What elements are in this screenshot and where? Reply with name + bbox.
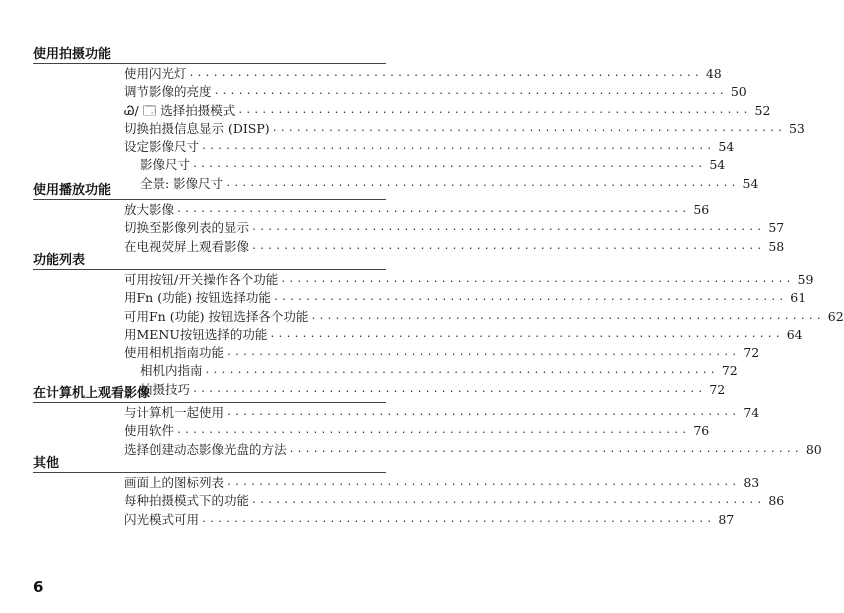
toc-subentry[interactable] (0, 156, 726, 174)
dot-leader: ................................................................ (226, 477, 740, 488)
section-header (33, 450, 386, 473)
toc-entry[interactable] (0, 201, 710, 219)
toc-entry-title: 可用按钮/开关操作各个功能 (124, 272, 279, 287)
toc-entry-title: 选择创建动态影像光盘的方法 (124, 441, 287, 457)
section-header (33, 380, 386, 403)
toc-entry[interactable] (0, 271, 814, 289)
dot-leader: ................................................................ (288, 443, 802, 455)
toc-entry-page: 54 (742, 175, 759, 191)
toc-entry-title: Ꮚ/ 🗔 选择拍摄模式 (124, 102, 236, 118)
toc-entry-title: 用MENU按钮选择的功能 (124, 326, 268, 342)
toc-entry-page: 52 (754, 102, 771, 118)
section-title: 功能列表 (33, 253, 86, 268)
toc-entry-title: 影像尺寸 (140, 157, 191, 173)
toc-entry[interactable] (0, 474, 760, 492)
dot-leader: ................................................................ (176, 204, 690, 215)
section-title: 使用播放功能 (33, 183, 112, 198)
toc-entry-title: 与计算机一起使用 (124, 405, 225, 420)
section-header (33, 177, 386, 200)
page-number: 6 (33, 578, 44, 596)
toc-entry-title: 画面上的图标列表 (124, 475, 225, 490)
dot-leader: ................................................................ (225, 177, 739, 189)
toc-entry-title: 设定影像尺寸 (124, 139, 200, 155)
toc-entry-page: 61 (790, 290, 807, 306)
toc-entry[interactable] (0, 511, 735, 529)
toc-entry-page: 53 (788, 120, 805, 136)
dot-leader: ................................................................ (280, 274, 794, 285)
toc-entry-page: 72 (743, 345, 760, 361)
toc-entry-title: 使用相机指南功能 (124, 345, 225, 361)
dot-leader: ................................................................ (269, 328, 783, 340)
toc-entry[interactable] (0, 65, 722, 83)
toc-entry-page: 87 (718, 511, 735, 527)
toc-entry-title: 用Fn (功能) 按钮选择功能 (124, 290, 271, 306)
toc-entry-title: 可用Fn (功能) 按钮选择各个功能 (124, 308, 309, 324)
dot-leader: ................................................................ (192, 383, 706, 395)
dot-leader: ................................................................ (271, 122, 785, 134)
toc-entry[interactable] (0, 344, 760, 362)
toc-entry-page: 62 (827, 308, 844, 324)
toc-entry-page: 54 (718, 139, 735, 155)
dot-leader: ................................................................ (226, 407, 740, 418)
toc-entry-page: 48 (705, 66, 722, 81)
toc-entry-title: 拍摄技巧 (140, 381, 191, 397)
toc-entry-title: 全景: 影像尺寸 (140, 175, 224, 191)
dot-leader: ................................................................ (251, 495, 765, 507)
toc-entry-page: 76 (693, 423, 710, 439)
dot-leader: ................................................................ (237, 104, 751, 116)
section-header (33, 247, 386, 270)
section-title: 使用拍摄功能 (33, 47, 112, 62)
toc-entry-title: 每种拍摄模式下的功能 (124, 493, 250, 509)
dot-leader: ................................................................ (213, 86, 727, 98)
toc-entry-title: 调节影像的亮度 (124, 84, 212, 100)
toc-entry[interactable] (0, 83, 747, 101)
toc-entry-page: 54 (709, 157, 726, 173)
dot-leader: ................................................................ (251, 240, 765, 252)
toc-entry[interactable] (0, 120, 805, 138)
toc-entry-page: 86 (768, 493, 785, 509)
toc-entry-page: 58 (768, 238, 785, 254)
toc-entry-page: 50 (730, 84, 747, 100)
dot-leader: ................................................................ (176, 425, 690, 437)
toc-entry[interactable] (0, 289, 807, 307)
dot-leader: ................................................................ (272, 292, 787, 304)
dot-leader: ................................................................ (251, 222, 765, 234)
dot-leader: ................................................................ (201, 141, 715, 153)
toc-entry-page: 64 (786, 326, 803, 342)
toc-entry[interactable] (0, 492, 785, 510)
toc-entry-title: 放大影像 (124, 202, 175, 217)
dot-leader: ................................................................ (192, 159, 706, 171)
toc-entry-title: 切换至影像列表的显示 (124, 220, 250, 236)
section-title: 其他 (33, 456, 60, 471)
toc-entry[interactable] (0, 219, 785, 237)
toc-entry-page: 80 (805, 441, 822, 457)
toc-entry-title: 使用闪光灯 (124, 66, 187, 81)
toc-entry-page: 59 (797, 272, 814, 287)
toc-entry-page: 72 (709, 381, 726, 397)
toc-entry-page: 57 (768, 220, 785, 236)
toc-entry[interactable] (0, 326, 803, 344)
toc-entry-page: 72 (721, 363, 738, 379)
dot-leader: ................................................................ (204, 365, 718, 377)
section-header (33, 41, 386, 64)
toc-entry[interactable] (0, 308, 844, 326)
toc-entry-title: 相机内指南 (140, 363, 203, 379)
toc-entry-page: 74 (743, 405, 760, 420)
toc-entry-title: 闪光模式可用 (124, 511, 200, 527)
toc-entry[interactable] (0, 138, 735, 156)
section-title: 在计算机上观看影像 (33, 386, 151, 401)
dot-leader: ................................................................ (310, 310, 824, 322)
toc-entry-title: 在电视荧屏上观看影像 (124, 238, 250, 254)
toc-entry[interactable] (0, 404, 760, 422)
toc-entry-page: 56 (693, 202, 710, 217)
toc-subentry[interactable] (0, 362, 738, 380)
toc-entry[interactable] (0, 102, 771, 120)
toc-entry[interactable] (0, 422, 710, 440)
dot-leader: ................................................................ (188, 68, 702, 79)
toc-entry-page: 83 (743, 475, 760, 490)
toc-entry-title: 切换拍摄信息显示 (DISP) (124, 120, 270, 136)
dot-leader: ................................................................ (201, 513, 715, 525)
dot-leader: ................................................................ (226, 347, 740, 359)
toc-entry-title: 使用软件 (124, 423, 175, 439)
